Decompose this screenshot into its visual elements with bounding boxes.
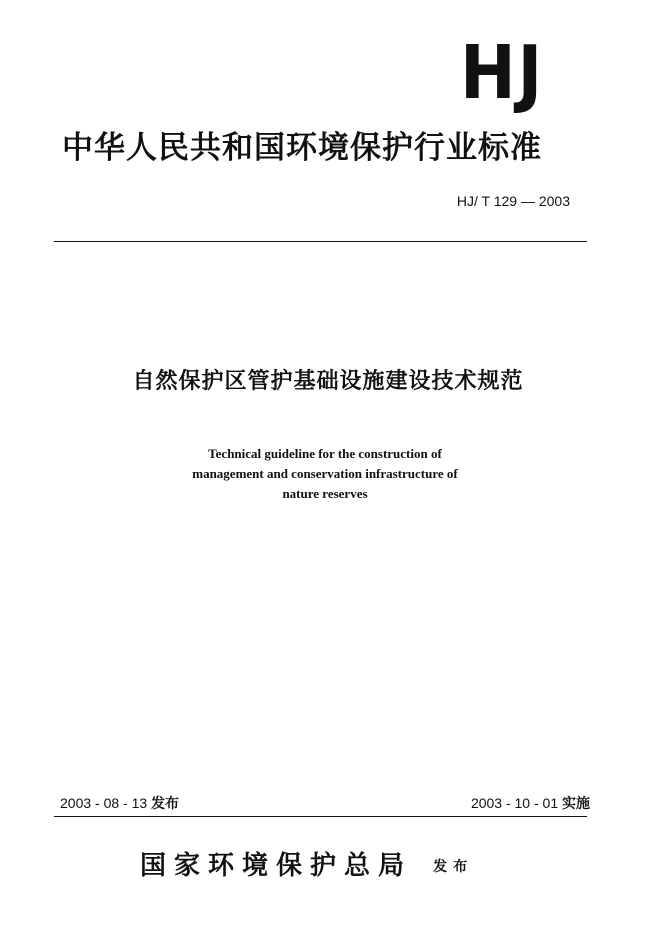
effective-label: 实施 — [562, 796, 590, 812]
hj-logo: HJ — [460, 30, 545, 116]
effective-date-row — [420, 794, 590, 813]
bottom-divider — [54, 816, 587, 817]
standard-number: HJ/ T 129 — 2003 — [456, 193, 570, 209]
publisher-line — [140, 848, 560, 884]
title-en-line: Technical guideline for the construction of — [208, 446, 442, 461]
organization-standard-title: 中华人民共和国环境保护行业标准 — [62, 130, 542, 166]
publisher-name: 国家环境保护总局 — [140, 851, 413, 881]
document-title-zh: 自然保护区管护基础设施建设技术规范 — [132, 369, 524, 394]
issue-date: 2003 - 08 - 13 — [60, 795, 148, 811]
issue-label: 发布 — [151, 796, 180, 812]
top-divider — [54, 241, 587, 242]
title-en-line: management and conservation infrastructure of — [192, 466, 458, 481]
title-en-line: nature reserves — [282, 486, 368, 501]
document-title-en — [120, 444, 530, 504]
effective-date: 2003 - 10 - 01 — [470, 795, 559, 811]
issue-date-row — [60, 794, 179, 813]
publish-label: 发布 — [433, 859, 474, 875]
